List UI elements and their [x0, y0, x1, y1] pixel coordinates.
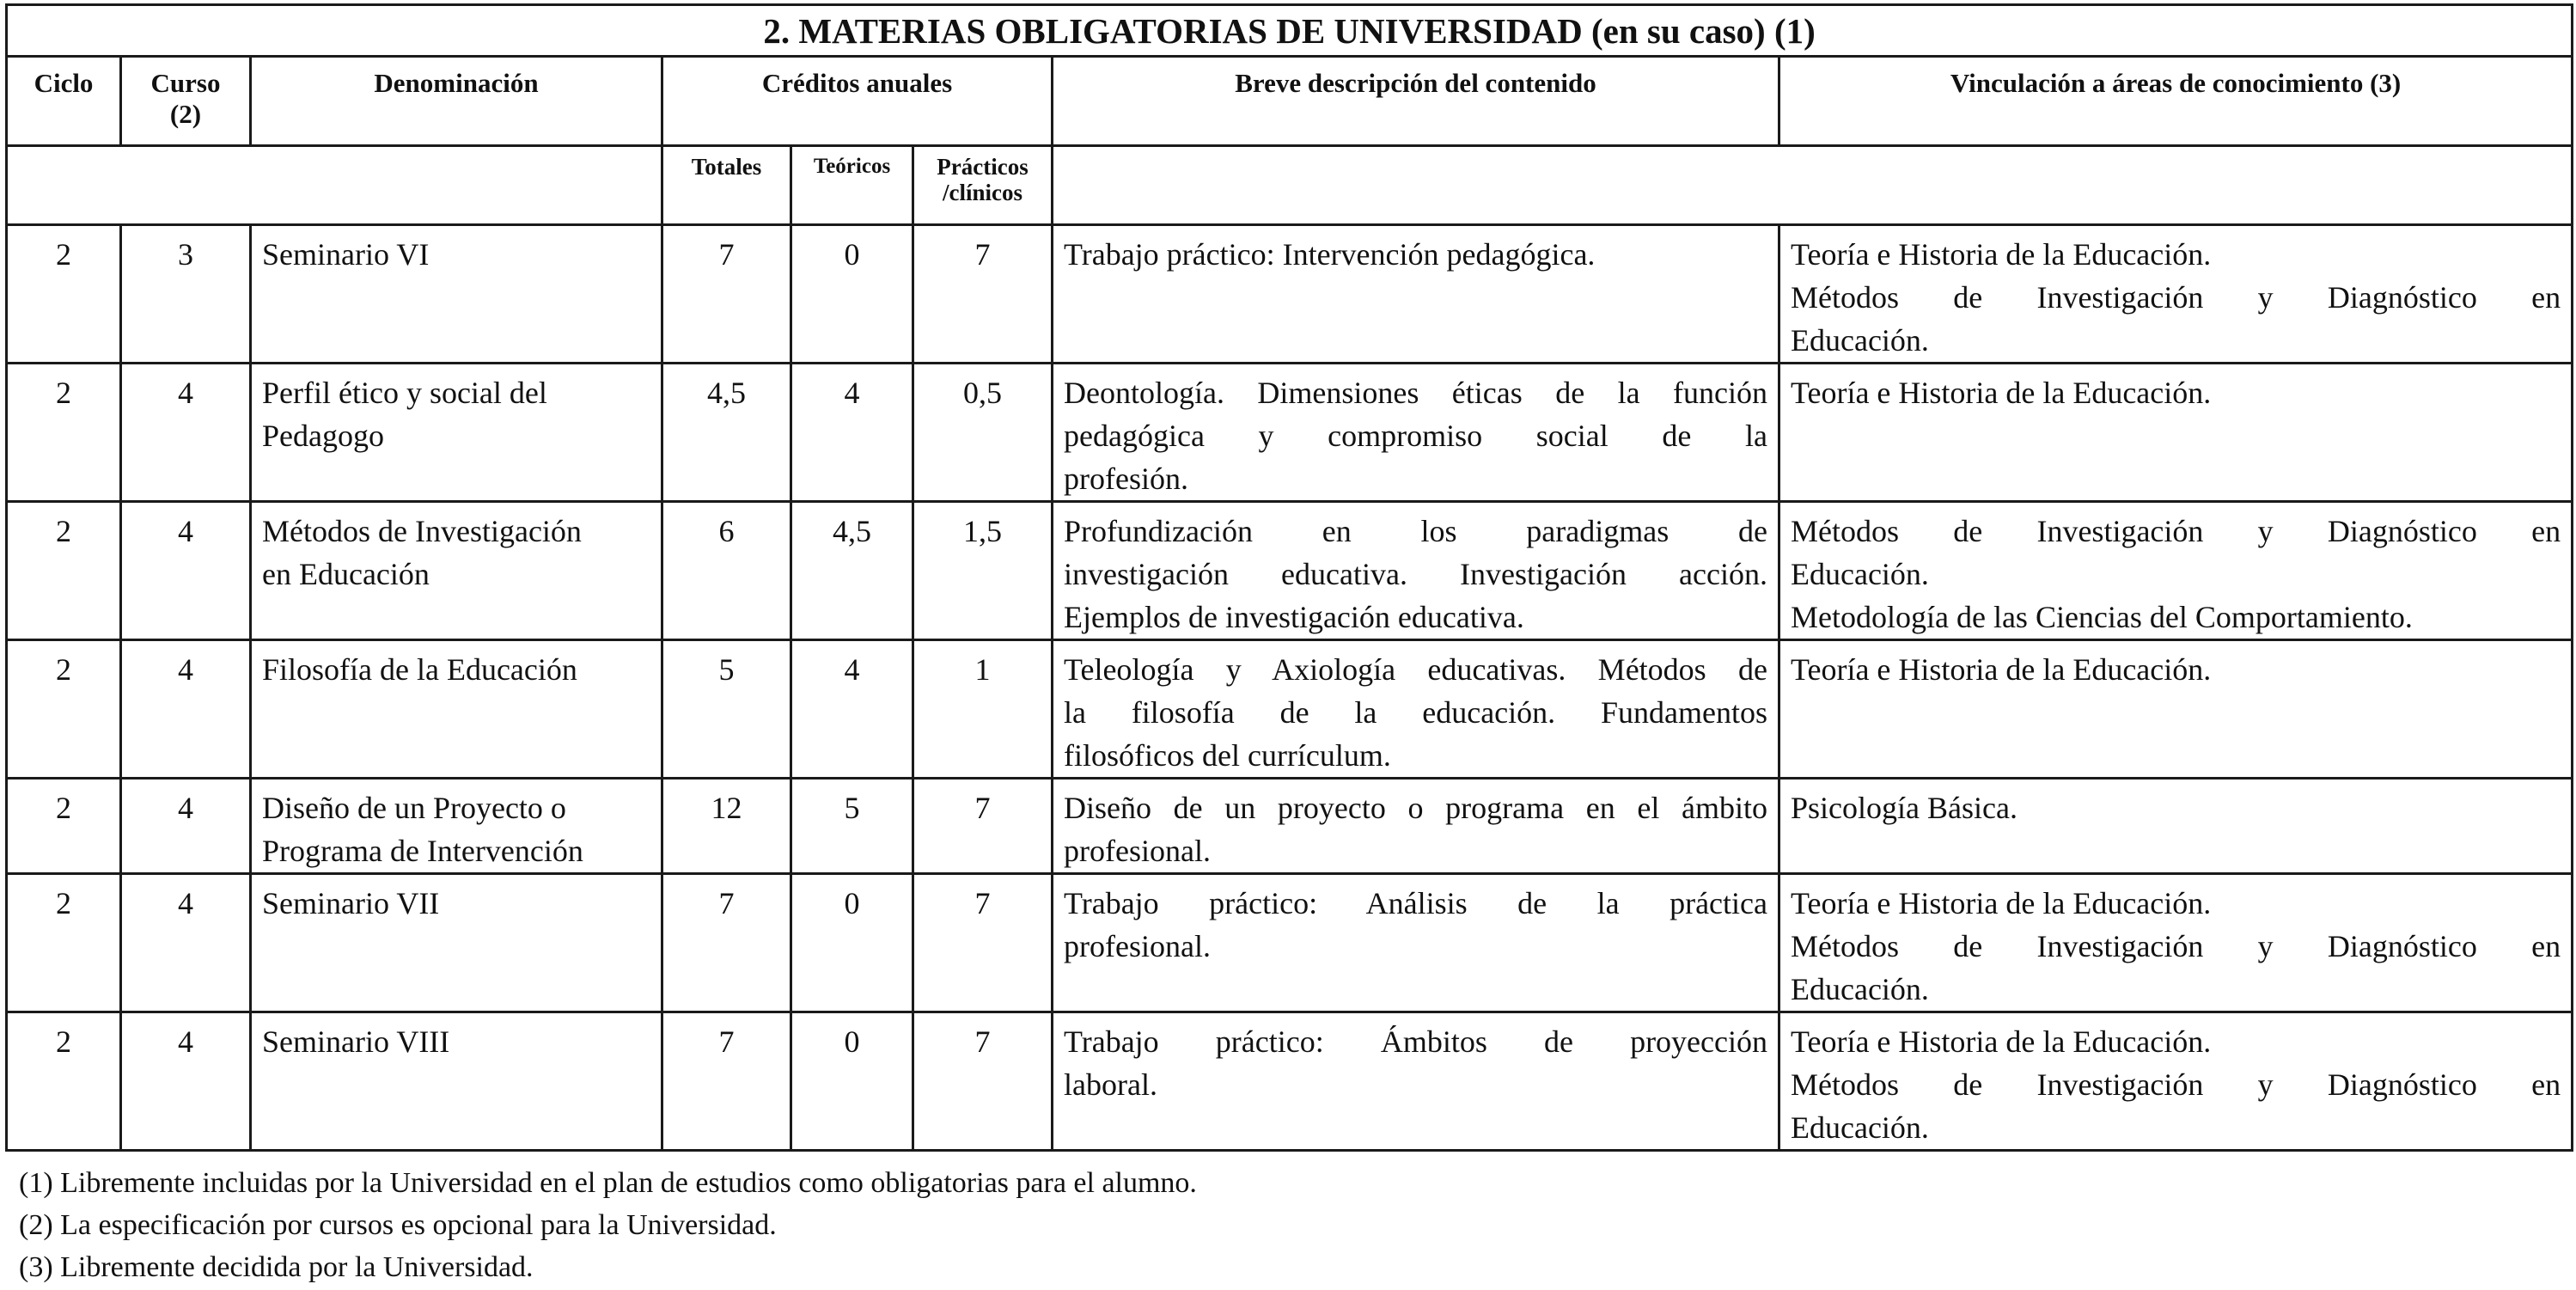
table-row	[7, 779, 2573, 874]
cell-descripcion	[1053, 225, 1779, 364]
cell-denominacion	[251, 874, 662, 1012]
footnotes	[19, 1162, 1197, 1288]
cell-curso: 4	[121, 779, 251, 874]
cell-descripcion-line: Deontología. Dimensiones éticas de la función	[1064, 376, 1767, 410]
cell-teoricos: 4	[791, 640, 913, 779]
cell-descripcion-line: laboral.	[1064, 1067, 1157, 1102]
cell-denominacion	[251, 225, 662, 364]
subjects-table	[5, 3, 2573, 1152]
cell-descripcion	[1053, 779, 1779, 874]
cell-vinculacion	[1779, 502, 2573, 640]
cell-denominacion-line: Seminario VIII	[262, 1024, 450, 1059]
cell-totales: 7	[662, 225, 791, 364]
table-row	[7, 640, 2573, 779]
cell-descripcion-line: profesional.	[1064, 929, 1211, 963]
cell-descripcion-line: Trabajo práctico: Ámbitos de proyección	[1064, 1024, 1767, 1059]
cell-vinculacion-line: Métodos de Investigación y Diagnóstico en	[1791, 514, 2561, 548]
cell-practicos: 1,5	[913, 502, 1053, 640]
cell-descripcion	[1053, 502, 1779, 640]
cell-totales: 12	[662, 779, 791, 874]
cell-descripcion	[1053, 874, 1779, 1012]
cell-practicos: 1	[913, 640, 1053, 779]
cell-denominacion-line: Filosofía de la Educación	[262, 652, 577, 687]
cell-vinculacion-line: Teoría e Historia de la Educación.	[1791, 237, 2212, 272]
cell-ciclo: 2	[7, 874, 121, 1012]
cell-descripcion-line: investigación educativa. Investigación acción.	[1064, 557, 1767, 591]
cell-descripcion-line: Diseño de un proyecto o programa en el ámbito	[1064, 791, 1767, 825]
cell-denominacion	[251, 1012, 662, 1151]
cell-curso: 4	[121, 364, 251, 502]
cell-denominacion	[251, 640, 662, 779]
cell-vinculacion	[1779, 640, 2573, 779]
header-blank-right	[1053, 146, 2573, 225]
cell-practicos: 7	[913, 1012, 1053, 1151]
header-blank-left	[7, 146, 662, 225]
cell-denominacion-line: Seminario VII	[262, 886, 440, 920]
cell-teoricos: 0	[791, 225, 913, 364]
table-body	[7, 225, 2573, 1151]
cell-vinculacion-line: Psicología Básica.	[1791, 791, 2017, 825]
cell-vinculacion-line: Educación.	[1791, 972, 1929, 1006]
cell-ciclo: 2	[7, 502, 121, 640]
header-totales: Totales	[662, 146, 791, 225]
cell-curso: 4	[121, 874, 251, 1012]
header-vinculacion: Vinculación a áreas de conocimiento (3)	[1779, 57, 2573, 146]
cell-totales: 6	[662, 502, 791, 640]
cell-ciclo: 2	[7, 1012, 121, 1151]
cell-totales: 7	[662, 1012, 791, 1151]
header-practicos-line1: Prácticos	[937, 154, 1029, 180]
header-ciclo: Ciclo	[7, 57, 121, 146]
cell-teoricos: 4,5	[791, 502, 913, 640]
header-curso-note: (2)	[169, 99, 202, 129]
cell-totales: 5	[662, 640, 791, 779]
cell-vinculacion-line: Metodología de las Ciencias del Comportamiento.	[1791, 600, 2413, 634]
cell-descripcion-line: Ejemplos de investigación educativa.	[1064, 600, 1524, 634]
cell-vinculacion-line: Educación.	[1791, 1110, 1929, 1145]
cell-ciclo: 2	[7, 640, 121, 779]
cell-vinculacion-line: Métodos de Investigación y Diagnóstico en	[1791, 280, 2561, 315]
cell-denominacion-line: en Educación	[262, 557, 430, 591]
footnote: (3) Libremente decidida por la Universidad.	[19, 1251, 534, 1283]
cell-practicos: 7	[913, 874, 1053, 1012]
table-row	[7, 1012, 2573, 1151]
cell-descripcion	[1053, 364, 1779, 502]
header-practicos-line2: /clínicos	[943, 180, 1022, 205]
cell-vinculacion-line: Educación.	[1791, 557, 1929, 591]
cell-totales: 7	[662, 874, 791, 1012]
cell-curso: 3	[121, 225, 251, 364]
cell-practicos: 7	[913, 779, 1053, 874]
cell-vinculacion-line: Teoría e Historia de la Educación.	[1791, 886, 2212, 920]
cell-denominacion	[251, 502, 662, 640]
cell-descripcion-line: profesión.	[1064, 462, 1188, 496]
cell-curso: 4	[121, 502, 251, 640]
cell-teoricos: 5	[791, 779, 913, 874]
cell-vinculacion-line: Métodos de Investigación y Diagnóstico en	[1791, 929, 2561, 963]
cell-vinculacion-line: Teoría e Historia de la Educación.	[1791, 376, 2212, 410]
cell-curso: 4	[121, 1012, 251, 1151]
cell-descripcion-line: filosóficos del currículum.	[1064, 738, 1391, 773]
header-practicos	[913, 146, 1053, 225]
footnote: (1) Libremente incluidas por la Universidad en el plan de estudios como obligatorias para el alumno.	[19, 1167, 1197, 1199]
table-row	[7, 364, 2573, 502]
header-creditos: Créditos anuales	[662, 57, 1053, 146]
cell-descripcion-line: Trabajo práctico: Análisis de la práctica	[1064, 886, 1767, 920]
cell-denominacion-line: Programa de Intervención	[262, 834, 583, 868]
cell-denominacion-line: Seminario VI	[262, 237, 430, 272]
cell-vinculacion	[1779, 225, 2573, 364]
cell-curso: 4	[121, 640, 251, 779]
cell-denominacion	[251, 779, 662, 874]
cell-vinculacion	[1779, 779, 2573, 874]
table-title: 2. MATERIAS OBLIGATORIAS DE UNIVERSIDAD (en su caso) (1)	[7, 5, 2573, 57]
table-row	[7, 225, 2573, 364]
cell-ciclo: 2	[7, 779, 121, 874]
cell-vinculacion-line: Métodos de Investigación y Diagnóstico en	[1791, 1067, 2561, 1102]
cell-ciclo: 2	[7, 364, 121, 502]
header-denominacion: Denominación	[251, 57, 662, 146]
cell-denominacion	[251, 364, 662, 502]
footnote: (2) La especificación por cursos es opcional para la Universidad.	[19, 1209, 777, 1241]
cell-vinculacion-line: Educación.	[1791, 323, 1929, 358]
cell-teoricos: 0	[791, 874, 913, 1012]
cell-vinculacion-line: Teoría e Historia de la Educación.	[1791, 652, 2212, 687]
cell-descripcion-line: pedagógica y compromiso social de la	[1064, 419, 1767, 453]
cell-descripcion-line: profesional.	[1064, 834, 1211, 868]
cell-practicos: 0,5	[913, 364, 1053, 502]
cell-descripcion-line: Profundización en los paradigmas de	[1064, 514, 1767, 548]
cell-descripcion	[1053, 640, 1779, 779]
cell-descripcion-line: la filosofía de la educación. Fundamentos	[1064, 695, 1767, 730]
cell-vinculacion	[1779, 364, 2573, 502]
cell-descripcion	[1053, 1012, 1779, 1151]
cell-denominacion-line: Perfil ético y social del	[262, 376, 547, 410]
cell-vinculacion-line: Teoría e Historia de la Educación.	[1791, 1024, 2212, 1059]
cell-denominacion-line: Diseño de un Proyecto o	[262, 791, 566, 825]
cell-totales: 4,5	[662, 364, 791, 502]
cell-denominacion-line: Pedagogo	[262, 419, 384, 453]
header-teoricos: Teóricos	[791, 146, 913, 225]
header-curso-label: Curso	[150, 68, 221, 98]
cell-denominacion-line: Métodos de Investigación	[262, 514, 582, 548]
cell-vinculacion	[1779, 874, 2573, 1012]
cell-teoricos: 4	[791, 364, 913, 502]
table-row	[7, 874, 2573, 1012]
cell-practicos: 7	[913, 225, 1053, 364]
cell-descripcion-line: Trabajo práctico: Intervención pedagógica.	[1064, 237, 1596, 272]
header-curso	[121, 57, 251, 146]
cell-vinculacion	[1779, 1012, 2573, 1151]
cell-descripcion-line: Teleología y Axiología educativas. Métodos de	[1064, 652, 1767, 687]
header-descripcion: Breve descripción del contenido	[1053, 57, 1779, 146]
table-row	[7, 502, 2573, 640]
cell-ciclo: 2	[7, 225, 121, 364]
cell-teoricos: 0	[791, 1012, 913, 1151]
